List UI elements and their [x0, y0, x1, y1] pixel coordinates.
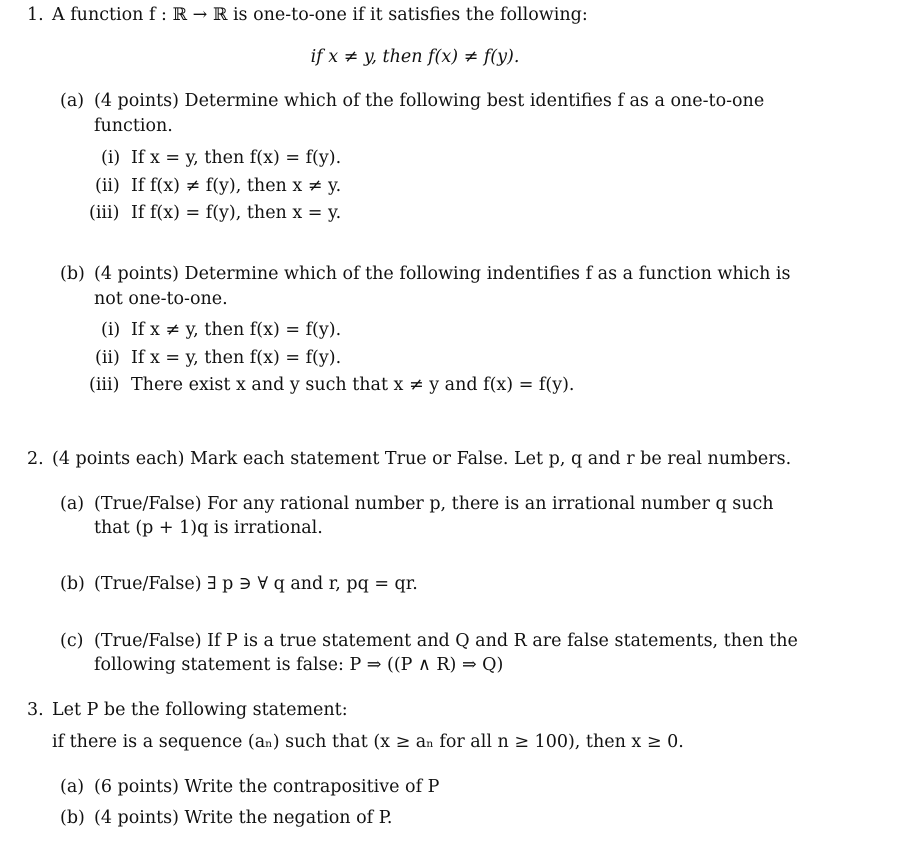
q1-number: 1.	[27, 5, 44, 25]
q1b-text-line2: not one-to-one.	[94, 289, 228, 309]
q3-intro: Let P be the following statement:	[52, 700, 348, 720]
q3b-label: (b)	[60, 808, 85, 828]
q3-number: 3.	[27, 700, 44, 720]
q2b-text-line1: (True/False) ∃ p ∋ ∀ q and r, pq = qr.	[94, 574, 418, 594]
q1a-text-line2: function.	[94, 116, 173, 136]
q2b-label: (b)	[60, 574, 85, 594]
q2-number: 2.	[27, 449, 44, 469]
q1a-option-iii-label: (iii)	[89, 203, 120, 223]
q2c-text-line2: following statement is false: P ⇒ ((P ∧ R) ⇒ Q)	[94, 655, 504, 675]
q1b-option-iii-label: (iii)	[89, 375, 120, 395]
q1b-option-i: If x ≠ y, then f(x) = f(y).	[131, 320, 342, 340]
q1a-option-i-label: (i)	[101, 148, 121, 168]
q2a-label: (a)	[60, 494, 85, 514]
q1-definition: if x ≠ y, then f(x) ≠ f(y).	[310, 47, 520, 67]
q2a-text-line1: (True/False) For any rational number p, there is an irrational number q such	[94, 494, 774, 514]
q1a-option-iii: If f(x) = f(y), then x = y.	[131, 203, 342, 223]
q1b-label: (b)	[60, 264, 85, 284]
q1a-text-line1: (4 points) Determine which of the following best identifies f as a one-to-one	[94, 91, 765, 111]
q2c-text-line1: (True/False) If P is a true statement and Q and R are false statements, then the	[94, 631, 798, 651]
q1b-option-iii: There exist x and y such that x ≠ y and f(x) = f(y).	[131, 375, 575, 395]
q1a-option-i: If x = y, then f(x) = f(y).	[131, 148, 342, 168]
q3a-label: (a)	[60, 777, 85, 797]
q1b-option-ii: If x = y, then f(x) = f(y).	[131, 348, 342, 368]
q1a-option-ii: If f(x) ≠ f(y), then x ≠ y.	[131, 176, 342, 196]
q1b-option-i-label: (i)	[101, 320, 121, 340]
q1a-option-ii-label: (ii)	[95, 176, 120, 196]
q3a-text: (6 points) Write the contrapositive of P	[94, 777, 440, 797]
q2c-label: (c)	[60, 631, 84, 651]
q2-intro: (4 points each) Mark each statement True or False. Let p, q and r be real numbers.	[52, 449, 792, 469]
q3b-text: (4 points) Write the negation of P.	[94, 808, 393, 828]
q1b-option-ii-label: (ii)	[95, 348, 120, 368]
q1b-text-line1: (4 points) Determine which of the following indentifies f as a function which is	[94, 264, 791, 284]
q1a-label: (a)	[60, 91, 85, 111]
q1-intro: A function f : ℝ → ℝ is one-to-one if it satisfies the following:	[52, 5, 588, 25]
q2a-text-line2: that (p + 1)q is irrational.	[94, 518, 323, 538]
q3-statement: if there is a sequence (aₙ) such that (x ≥ aₙ for all n ≥ 100), then x ≥ 0.	[52, 732, 684, 752]
